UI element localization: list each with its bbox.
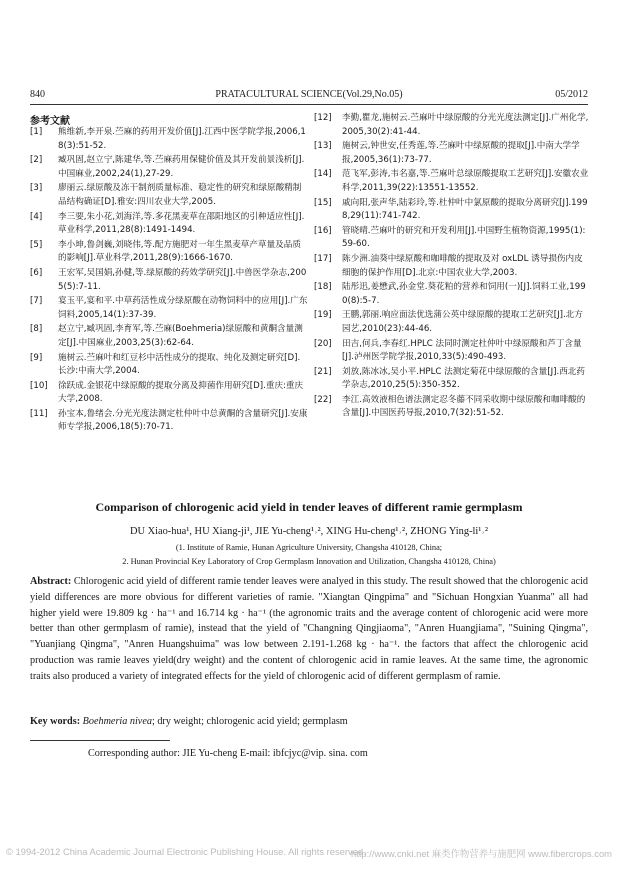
reference-text: 徐跃成.金银花中绿原酸的提取分离及抑菌作用研究[D].重庆:重庆大学,2008. <box>58 380 304 405</box>
reference-number: [13] <box>314 141 332 152</box>
reference-number: [16] <box>314 225 332 236</box>
reference-number: [10] <box>30 380 48 391</box>
reference-text: 戚向阳,张声华,陆彩玲,等.杜仲叶中氯原酸的提取分离研究[J].1998,29(11):741-742. <box>342 197 588 222</box>
references-left-column <box>30 126 308 436</box>
reference-text: 施树云.苎麻叶和红豆杉中活性成分的提取、纯化及测定研究[D].长沙:中南大学,2004. <box>58 352 301 377</box>
reference-number: [8] <box>30 324 43 335</box>
running-header <box>30 89 588 103</box>
reference-number: [4] <box>30 211 43 222</box>
reference-text: 李三要,朱小花,刘海洋,等.多花黑麦草在邵阳地区的引种适应性[J].草业科学,2011,28(8):1491-1494. <box>58 211 305 236</box>
reference-number: [12] <box>314 113 332 123</box>
footnote-rule <box>30 740 170 741</box>
reference-text: 刘放,陈冰冰,吴小平.HPLC 法测定菊花中绿原酸的含量[J].西北药学杂志,2010,25(5):350-352. <box>342 366 585 391</box>
affiliation-2: 2. Hunan Provincial Key Laboratory of Crop Germplasm Innovation and Utilization, Changsha 410128, China) <box>122 557 496 566</box>
reference-number: [1] <box>30 127 43 137</box>
reference-text: 田吉,何兵,李春红.HPLC 法同时测定杜仲叶中绿原酸和芦丁含量[J].泸州医学院学报,2010,33(5):490-493. <box>342 338 582 363</box>
affiliation-1: (1. Institute of Ramie, Hunan Agriculture University, Changsha 410128, China; <box>175 543 443 552</box>
issue-date: 05/2012 <box>555 89 588 100</box>
copyright-notice: © 1994-2012 China Academic Journal Electronic Publishing House. All rights reserved. <box>6 846 366 857</box>
reference-text: 管晓晴.苎麻叶的研究和开发利用[J].中国野生植物资源,1995(1):59-60. <box>342 225 586 250</box>
reference-number: [11] <box>30 408 48 419</box>
reference-number: [2] <box>30 155 43 166</box>
reference-number: [5] <box>30 239 43 250</box>
reference-item <box>314 394 590 421</box>
reference-text: 廖丽云.绿原酸及冻干制剂质量标准、稳定性的研究和绿原酸精制品结构确证[D].雅安:四川农业大学,2005. <box>58 183 302 207</box>
reference-text: 王鹏,郭丽.响应面法优选蒲公英中绿原酸的提取工艺研究[J].北方园艺,2010(23):44-46. <box>342 310 583 334</box>
header-rule <box>30 104 588 105</box>
reference-item <box>30 182 308 209</box>
reference-item <box>30 126 308 153</box>
keywords-text: ; dry weight; chlorogenic acid yield; germplasm <box>151 716 348 727</box>
reference-number: [19] <box>314 310 332 321</box>
reference-item <box>30 267 308 294</box>
page-footer <box>0 846 618 860</box>
reference-number: [22] <box>314 394 332 405</box>
reference-item <box>30 239 308 266</box>
reference-item <box>314 253 590 280</box>
reference-item <box>30 380 308 407</box>
reference-number: [14] <box>314 169 332 180</box>
references-right-column <box>314 112 590 422</box>
reference-number: [21] <box>314 366 332 377</box>
reference-text: 李江.高效液相色谱法测定忍冬藤不同采收期中绿原酸和咖啡酸的含量[J].中国医药导报,2010,7(32):51-52. <box>342 394 586 419</box>
reference-item <box>30 323 308 350</box>
reference-text: 赵立宁,臧巩固,李育军,等.苎麻(Boehmeria)绿原酸和黄酮含量测定[J].中国麻业,2003,25(3):62-64. <box>58 324 303 348</box>
reference-item <box>314 338 590 365</box>
article-title: Comparison of chlorogenic acid yield in tender leaves of different ramie germplasm <box>95 500 523 514</box>
reference-item <box>30 352 308 379</box>
reference-number: [3] <box>30 183 43 194</box>
abstract-label: Abstract: <box>30 576 72 587</box>
reference-item <box>314 197 590 224</box>
reference-text: 孙宝本,鲁绪会.分光光度法测定杜仲叶中总黄酮的含量研究[J].安康师专学报,2006,18(5):70-71. <box>58 408 308 433</box>
reference-number: [18] <box>314 282 332 293</box>
reference-text: 范飞军,彭涛,韦名嘉,等.苎麻叶总绿原酸提取工艺研究[J].安徽农业科学,2011,39(22):13551-13552. <box>342 169 589 193</box>
reference-item <box>314 112 590 139</box>
reference-item <box>314 366 590 393</box>
reference-item <box>314 168 590 195</box>
reference-number: [17] <box>314 253 332 264</box>
reference-number: [20] <box>314 338 332 349</box>
abstract-text: Chlorogenic acid yield of different ramie tender leaves were analyed in this study. The result showed that the chlorogenic acid yield differences are more obvious for different varieties of ramie. "Xiangtan Qingpima" and "Sichuan Hongxian Yuanma" all had higher yield were 19.809 kg · ha⁻¹ and 16.714 kg · ha⁻¹ (the agronomic traits and the average content of chlorogenic acid were more better than other germplasm of ramie), instead that the yield of "Changning Qingjiaoma", "Anren Huangjiama", "Suining Qingma", "Yuanjiang Qingma", "Anren Huangshuima" was low between 2.191-1.268 kg · ha⁻¹. the factors that affect the chlorogenic acid production was ramie leaves yield(dry weight) and the content of chlorogenic acid in ramie leaves. At the same time, the agronomic traits also produced a variety of integrated effects for the yield of chlorogenic acid of different germplasm of ramie. <box>30 576 588 682</box>
reference-text: 王宏军,吴国娟,孙健,等.绿原酸的药效学研究[J].中兽医学杂志,2005(5):7-11. <box>58 267 307 292</box>
reference-item <box>314 309 590 336</box>
reference-item <box>30 154 308 181</box>
journal-name: PRATACULTURAL SCIENCE(Vol.29,No.05) <box>215 89 403 100</box>
watermark-link[interactable]: http://www.cnki.net 麻类作物营养与施肥网 www.fibercrops.com <box>351 848 612 859</box>
reference-text: 陆彤迅,姜懋武,孙金堂.葵花粕的营养和饲用(一)[J].饲料工业,1990(8):5-7. <box>342 282 586 306</box>
reference-item <box>314 281 590 308</box>
corresponding-author: Corresponding author: JIE Yu-cheng E-mail: ibfcjyc@vip. sina. com <box>88 748 368 759</box>
reference-number: [7] <box>30 296 43 307</box>
reference-item <box>314 140 590 167</box>
reference-text: 李小坤,鲁剑巍,刘晓伟,等.配方施肥对一年生黑麦草产草量及品质的影响[J].草业科学,2011,28(9):1666-1670. <box>58 239 301 264</box>
references-heading: 参考文献 <box>30 116 70 127</box>
reference-item <box>30 295 308 322</box>
keywords <box>30 716 588 727</box>
reference-text: 李勤,瞿龙,施树云.苎麻叶中绿原酸的分光光度法测定[J].广州化学,2005,30(2):41-44. <box>342 113 589 137</box>
reference-text: 宴玉平,宴和平.中草药活性成分绿原酸在动物饲料中的应用[J].广东饲料,2005,14(1):37-39. <box>58 296 308 320</box>
reference-number: [9] <box>30 352 43 363</box>
author-list: DU Xiao-hua¹, HU Xiang-ji¹, JIE Yu-cheng¹˒², XING Hu-cheng¹˒², ZHONG Ying-li¹˒² <box>129 526 488 537</box>
keywords-label: Key words: <box>30 716 81 727</box>
reference-item <box>30 408 308 435</box>
keyword-species: Boehmeria nivea <box>80 716 152 727</box>
reference-text: 熊维新,李开泉.苎麻的药用开发价值[J].江西中医学院学报,2006,18(3):51-52. <box>58 127 306 151</box>
reference-text: 陈少洲.油葵中绿原酸和咖啡酸的提取及对 oxLDL 诱导损伤内皮细胞的保护作用[D].北京:中国农业大学,2003. <box>342 253 583 278</box>
page-number: 840 <box>30 89 45 100</box>
reference-item <box>314 225 590 252</box>
reference-item <box>30 211 308 238</box>
abstract <box>30 574 588 685</box>
reference-text: 施树云,钟世安,任秀莲,等.苎麻叶中绿原酸的提取[J].中南大学学报,2005,36(1):73-77. <box>342 141 580 165</box>
reference-number: [6] <box>30 267 43 278</box>
reference-number: [15] <box>314 197 332 208</box>
reference-text: 臧巩固,赵立宁,陈建华,等.苎麻药用保健价值及其开发前景浅析[J].中国麻业,2002,24(1),27-29. <box>58 155 305 179</box>
